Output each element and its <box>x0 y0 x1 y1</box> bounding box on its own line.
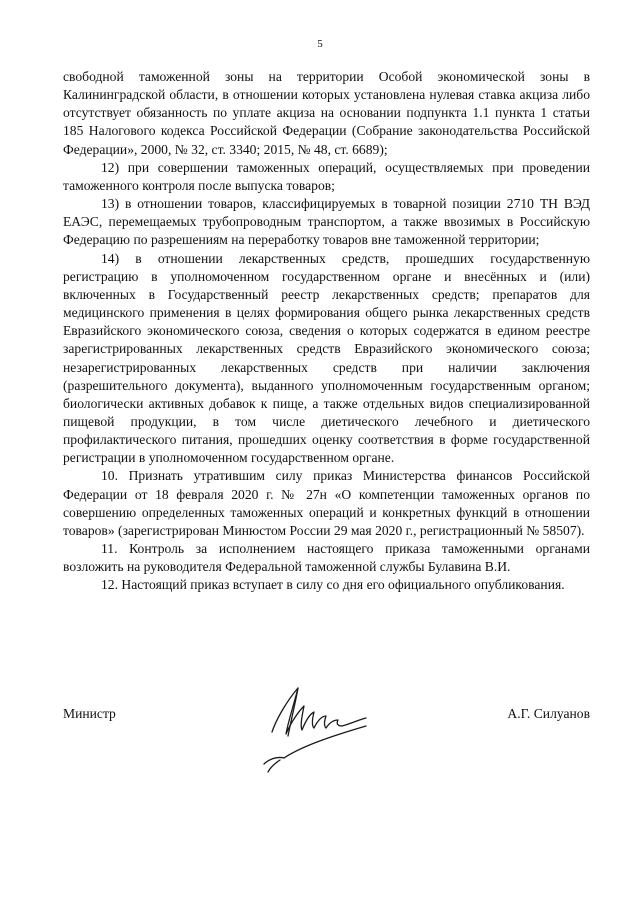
paragraph-clause-10: 10. Признать утратившим силу приказ Министерства финансов Российской Федерации от 18 февраля 2020 г. № 27н «О компетенции таможенных органов по совершению определенных таможенных операций и конкретных функций в отношении товаров» (зарегистрирован Минюстом России 29 мая 2020 г., регистрационный № 58507). <box>63 468 590 538</box>
paragraph-item-12: 12) при совершении таможенных операций, осуществляемых при проведении таможенного контроля после выпуска товаров; <box>63 159 590 193</box>
paragraph-clause-12: 12. Настоящий приказ вступает в силу со дня его официального опубликования. <box>101 577 565 593</box>
signatory-name: А.Г. Силуанов <box>507 706 590 721</box>
page-number: 5 <box>317 38 323 50</box>
paragraph-item-14: 14) в отношении лекарственных средств, прошедших государственную регистрацию в уполномоченном государственном органе и внесённых и (или) включенных в Государственный реестр лекарственных средств; препаратов для медицинского применения в целях формирования общего рынка лекарственных средств Евразийского экономического союза, сведения о которых содержатся в едином реестре зарегистрированных лекарственных средств Евразийского экономического союза; незарегистрированных лекарственных средств при наличии заключения (разрешительного документа), выданного уполномоченным государственным органом; биологически активных добавок к пище, а также отдельных видов специализированной пищевой продукции, в том числе диетического лечебного и диетического профилактического питания, прошедших оценку соответствия в форме государственной регистрации в уполномоченном государственном органе. <box>63 250 590 466</box>
document-body <box>63 68 590 595</box>
handwritten-signature <box>262 680 382 780</box>
paragraph-continuation: свободной таможенной зоны на территории Особой экономической зоны в Калининградской области, в отношении которых установлена нулевая ставка акциза либо отсутствует обязанность по уплате акциза на основании подпункта 1.1 пункта 1 статьи 185 Налогового кодекса Российской Федерации (Собрание законодательства Российской Федерации», 2000, № 32, ст. 3340; 2015, № 48, ст. 6689); <box>63 69 590 157</box>
paragraph-item-13: 13) в отношении товаров, классифицируемых в товарной позиции 2710 ТН ВЭД ЕАЭС, перемещаемых трубопроводным транспортом, а также ввозимых в Российскую Федерацию по разрешениям на переработку товаров вне таможенной территории; <box>63 196 590 248</box>
signatory-title: Министр <box>63 706 116 721</box>
paragraph-clause-11: 11. Контроль за исполнением настоящего приказа таможенными органами возложить на руководителя Федеральной таможенной службы Булавина В.И. <box>63 541 590 575</box>
